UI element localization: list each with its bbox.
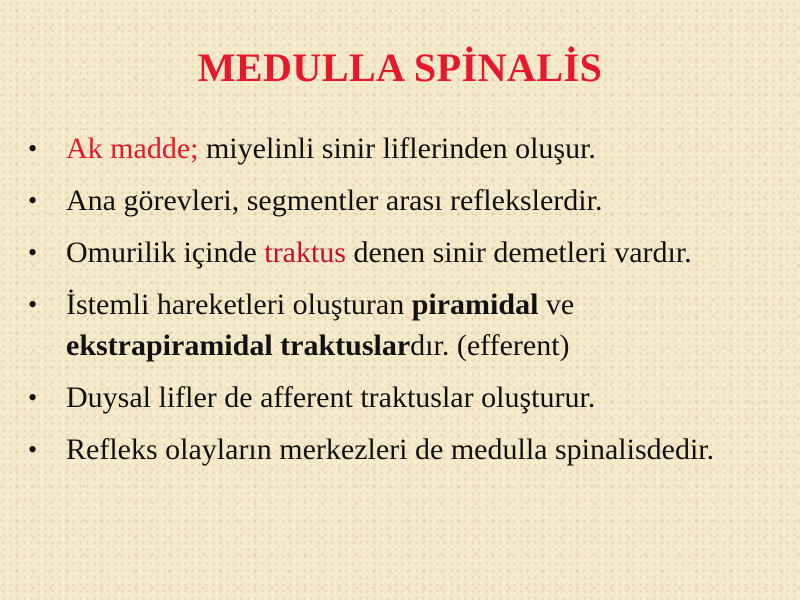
bullet-text: Refleks olayların merkezleri de medulla spinalisdedir. [66, 433, 715, 466]
bullet-icon: • [28, 238, 38, 267]
bullet-icon: • [28, 435, 38, 464]
slide-title: MEDULLA SPİNALİS [197, 45, 603, 90]
highlight-term: traktus [264, 236, 346, 269]
bullet-icon: • [28, 186, 38, 215]
bullet-text: denen sinir demetleri vardır. [345, 236, 692, 269]
highlight-term: Ak madde; [66, 132, 199, 165]
bullet-item-istemli [28, 284, 748, 366]
bullet-text: Ana görevleri, segmentler arası reflekslerdir. [66, 184, 603, 217]
bullet-icon: • [28, 134, 38, 163]
bullet-item-ak-madde [28, 128, 748, 169]
bullet-text: miyelinli sinir liflerinden oluşur. [198, 132, 596, 165]
bullet-item-ana-gorevleri [28, 180, 748, 221]
bullet-icon: • [28, 290, 38, 319]
bold-term-piramidal: piramidal [411, 288, 539, 321]
bullet-icon: • [28, 383, 38, 412]
bullet-item-omurilik [28, 232, 748, 273]
bullet-list [28, 128, 748, 481]
bullet-text: Duysal lifler de afferent traktuslar oluşturur. [66, 381, 596, 414]
bullet-text: ve [538, 288, 575, 321]
bullet-text: İstemli hareketleri oluşturan [66, 288, 412, 321]
bullet-text: dır. (efferent) [410, 329, 570, 362]
bold-term-ekstrapiramidal: ekstrapiramidal traktuslar [66, 329, 411, 362]
bullet-text: Omurilik içinde [66, 236, 265, 269]
bullet-item-refleks [28, 429, 748, 470]
bullet-item-duysal [28, 377, 748, 418]
